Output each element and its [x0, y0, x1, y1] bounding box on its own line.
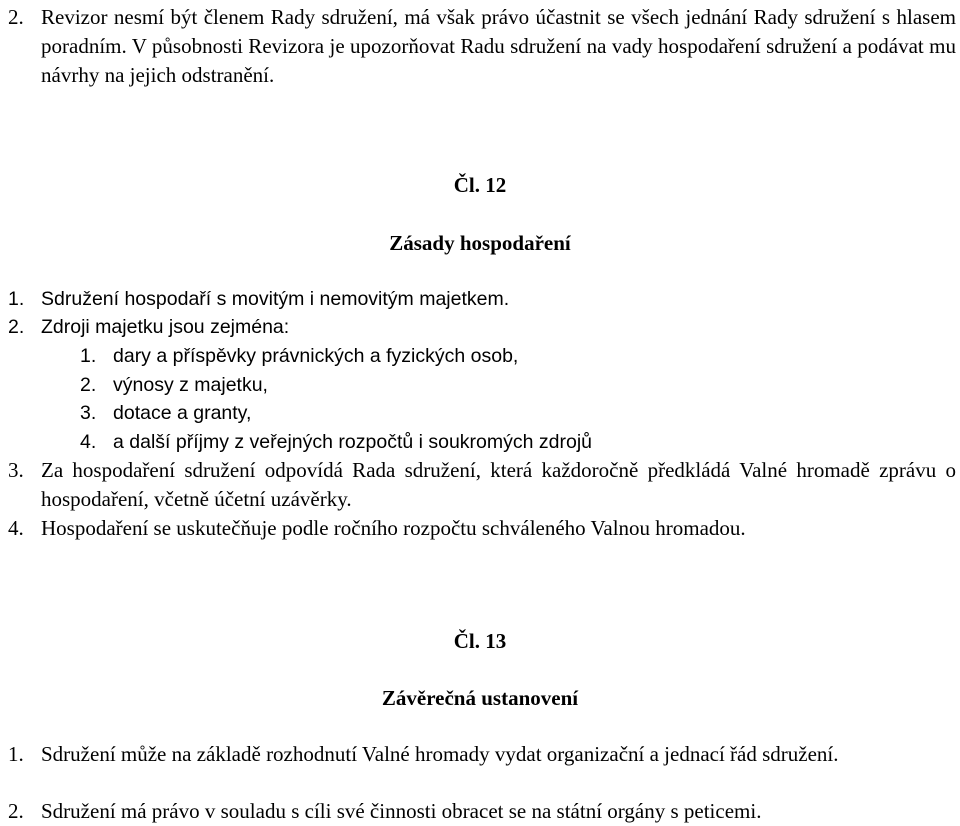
list-item — [8, 285, 956, 314]
sub-item-text: dotace a granty, — [113, 402, 252, 424]
item-number: 2. — [8, 5, 24, 29]
list-item — [8, 313, 956, 342]
list-item — [8, 797, 956, 826]
sub-list-item — [80, 428, 780, 457]
list-item — [8, 456, 956, 514]
list-item — [8, 740, 956, 769]
article-number: Čl. 12 — [453, 173, 507, 197]
item-number: 2. — [8, 799, 24, 823]
sub-item-number: 4. — [80, 431, 97, 453]
sub-list-item — [80, 371, 780, 400]
sub-item-text: dary a příspěvky právnických a fyzických osob, — [113, 345, 519, 367]
sub-item-text: a další příjmy z veřejných rozpočtů i soukromých zdrojů — [113, 431, 593, 453]
item-text: Za hospodaření sdružení odpovídá Rada sdružení, která každoročně předkládá Valné hromadě zprávu o hospodaření, včetně účetní uzávěrky. — [41, 458, 956, 511]
item-text: Hospodaření se uskutečňuje podle ročního rozpočtu schváleného Valnou hromadou. — [41, 516, 746, 540]
item-text: Zdroji majetku jsou zejména: — [41, 316, 290, 338]
item-number: 1. — [8, 288, 25, 310]
item-number: 4. — [8, 516, 24, 540]
article-title: Závěrečná ustanovení — [381, 686, 579, 710]
list-item — [8, 514, 956, 543]
item-text: Sdružení může na základě rozhodnutí Valné hromady vydat organizační a jednací řád sdružení. — [41, 742, 839, 766]
sub-list-item — [80, 399, 780, 428]
sub-item-number: 2. — [80, 374, 97, 396]
item-number: 1. — [8, 742, 24, 766]
item-number: 2. — [8, 316, 25, 338]
item-text: Revizor nesmí být členem Rady sdružení, má však právo účastnit se všech jednání Rady sdružení s hlasem poradním. V působnosti Revizora je upozorňovat Radu sdružení na vady hospodaření sdružení a podávat mu návrhy na jejich odstranění. — [41, 5, 956, 87]
sub-item-number: 3. — [80, 402, 97, 424]
article-number: Čl. 13 — [453, 629, 507, 653]
sub-item-text: výnosy z majetku, — [113, 374, 268, 396]
item-number: 3. — [8, 458, 24, 482]
article-title: Zásady hospodaření — [389, 231, 571, 255]
list-item — [8, 3, 956, 90]
item-text: Sdružení hospodaří s movitým i nemovitým majetkem. — [41, 288, 510, 310]
sub-item-number: 1. — [80, 345, 97, 367]
item-text: Sdružení má právo v souladu s cíli své činnosti obracet se na státní orgány s peticemi. — [41, 799, 762, 823]
sub-list-item — [80, 342, 780, 371]
